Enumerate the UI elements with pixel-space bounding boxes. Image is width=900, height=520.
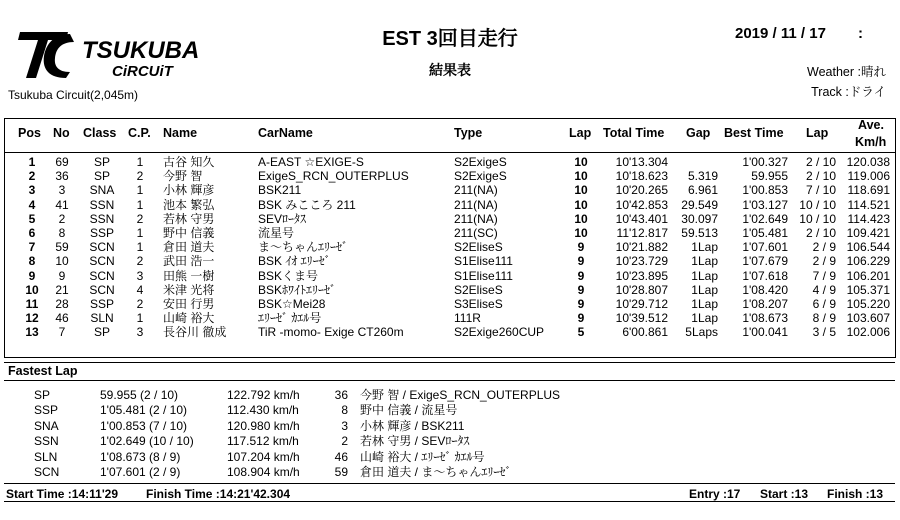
fastest-driver: 小林 輝彦 / BSK211 — [360, 418, 465, 433]
cell-class: SLN — [90, 311, 114, 326]
finish-count: Finish :13 — [827, 487, 884, 501]
cell-ave: 103.607 — [846, 311, 890, 326]
cell-best: 1'08.673 — [742, 311, 788, 326]
cell-type: S2ExigeS — [454, 169, 507, 184]
cell-name: 古谷 知久 — [163, 155, 215, 169]
cell-total: 10'42.853 — [615, 197, 668, 212]
cell-no: 46 — [55, 311, 69, 326]
table-row — [0, 283, 900, 297]
cell-cp: 3 — [136, 325, 144, 340]
cell-best: 1'00.041 — [742, 325, 788, 340]
col-ave: Ave. — [858, 118, 884, 132]
cell-blap: 7 / 9 — [812, 268, 836, 283]
col-best-lap: Lap — [806, 126, 829, 140]
cell-no: 10 — [55, 254, 69, 269]
cell-name: 長谷川 徹成 — [163, 325, 227, 340]
col-cp: C.P. — [128, 126, 151, 140]
cell-no: 8 — [58, 226, 66, 240]
track-info: Track :ドライ — [811, 85, 886, 99]
cell-class: SCN — [89, 240, 115, 255]
cell-car: BSK みこころ 211 — [258, 197, 356, 212]
cell-pos: 10 — [25, 282, 39, 297]
cell-class: SP — [93, 155, 110, 169]
event-date: 2019 / 11 / 17 — [735, 25, 826, 42]
time-colon: : — [858, 25, 863, 42]
cell-ave: 106.201 — [846, 268, 890, 283]
fastest-driver: 若林 守男 / SEVﾛｰﾀｽ — [360, 434, 470, 449]
table-row — [0, 269, 900, 283]
cell-gap: 1Lap — [691, 282, 718, 297]
cell-ave: 118.691 — [847, 183, 890, 198]
fastest-speed: 122.792 km/h — [227, 388, 300, 402]
fastest-driver: 野中 信義 / 流星号 — [360, 403, 458, 418]
table-row — [0, 198, 900, 212]
cell-car: ｴﾘｰｾﾞ ｶｴﾙ号 — [258, 311, 322, 326]
cell-total: 10'20.265 — [615, 183, 668, 198]
cell-gap: 1Lap — [691, 311, 718, 326]
cell-ave: 114.521 — [847, 197, 890, 212]
cell-total: 10'43.401 — [615, 211, 668, 226]
cell-cp: 2 — [136, 297, 144, 311]
cell-cp: 2 — [136, 211, 144, 226]
cell-ave: 105.220 — [846, 297, 890, 311]
cell-pos: 7 — [28, 240, 36, 255]
cell-name: 田熊 一樹 — [163, 268, 215, 283]
cell-ave: 114.423 — [847, 211, 890, 226]
cell-cp: 2 — [136, 254, 144, 269]
cell-name: 小林 輝彦 — [163, 183, 215, 198]
cell-car: A-EAST ☆EXIGE-S — [258, 155, 364, 169]
cell-lap: 9 — [577, 311, 585, 326]
fastest-lap-row — [0, 465, 900, 479]
cell-class: SCN — [89, 268, 115, 283]
cell-no: 21 — [55, 282, 69, 297]
cell-gap: 59.513 — [681, 226, 718, 240]
fastest-lap-row — [0, 403, 900, 417]
cell-lap: 10 — [574, 226, 588, 240]
fastest-lap-row — [0, 450, 900, 464]
cell-best: 1'07.618 — [742, 268, 788, 283]
fastest-lap-row — [0, 388, 900, 402]
footer-bottom-line — [4, 501, 895, 502]
cell-gap: 29.549 — [681, 197, 718, 212]
cell-pos: 6 — [28, 226, 36, 240]
cell-name: 池本 繁弘 — [163, 197, 215, 212]
fastest-driver: 今野 智 / ExigeS_RCN_OUTERPLUS — [360, 388, 561, 402]
cell-name: 安田 行男 — [163, 297, 215, 311]
table-row — [0, 311, 900, 325]
cell-car: BSK☆Mei28 — [258, 297, 326, 311]
cell-name: 武田 浩一 — [163, 254, 215, 269]
cell-best: 1'00.853 — [742, 183, 788, 198]
cell-no: 28 — [55, 297, 69, 311]
cell-blap: 7 / 10 — [805, 183, 836, 198]
cell-blap: 2 / 9 — [812, 254, 836, 269]
cell-class: SCN — [89, 282, 115, 297]
cell-ave: 105.371 — [846, 282, 890, 297]
cell-best: 1'03.127 — [742, 197, 788, 212]
table-row — [0, 297, 900, 311]
cell-no: 7 — [58, 325, 66, 340]
col-total-time: Total Time — [603, 126, 665, 140]
cell-gap: 30.097 — [681, 211, 718, 226]
col-lap: Lap — [569, 126, 592, 140]
cell-class: SSN — [89, 197, 115, 212]
cell-no: 3 — [58, 183, 66, 198]
fastest-class: SSN — [34, 434, 59, 449]
fastest-no: 59 — [334, 465, 348, 479]
cell-cp: 1 — [136, 240, 144, 255]
start-time: Start Time :14:11'29 — [6, 487, 119, 501]
cell-class: SSP — [89, 297, 114, 311]
weather-info: Weather :晴れ — [807, 65, 886, 79]
fastest-no: 2 — [341, 434, 348, 449]
fastest-time: 1'08.673 (8 / 9) — [100, 449, 181, 464]
cell-cp: 2 — [136, 169, 144, 184]
cell-total: 10'23.895 — [615, 268, 668, 283]
cell-class: SCN — [89, 254, 115, 269]
cell-total: 10'29.712 — [615, 297, 668, 311]
fastest-no: 36 — [334, 388, 348, 402]
fastest-speed: 107.204 km/h — [227, 449, 300, 464]
fastest-driver: 倉田 道夫 / ま～ちゃんｴﾘｰｾﾞ — [360, 465, 512, 479]
fastest-top-line — [4, 362, 895, 363]
cell-cp: 1 — [136, 226, 144, 240]
fastest-speed: 120.980 km/h — [227, 418, 300, 433]
cell-total: 10'18.623 — [615, 169, 668, 184]
cell-gap: 5Laps — [685, 325, 718, 340]
cell-name: 野中 信義 — [163, 226, 215, 240]
col-gap: Gap — [686, 126, 711, 140]
cell-type: S1Elise111 — [454, 268, 513, 283]
cell-best: 59.955 — [751, 169, 788, 184]
cell-blap: 2 / 10 — [805, 155, 836, 169]
cell-ave: 119.006 — [847, 169, 890, 184]
col-best-time: Best Time — [724, 126, 784, 140]
cell-lap: 9 — [577, 282, 585, 297]
cell-type: 211(NA) — [454, 211, 498, 226]
table-row — [0, 212, 900, 226]
circuit-info: Tsukuba Circuit(2,045m) — [8, 88, 139, 102]
fastest-class: SCN — [34, 465, 60, 479]
cell-pos: 8 — [28, 254, 36, 269]
cell-blap: 8 / 9 — [812, 311, 836, 326]
cell-pos: 2 — [28, 169, 36, 184]
cell-type: S2EliseS — [454, 240, 503, 255]
cell-name: 米津 光将 — [163, 282, 215, 297]
cell-ave: 106.229 — [846, 254, 890, 269]
cell-lap: 10 — [574, 155, 588, 169]
cell-name: 山崎 裕大 — [163, 311, 215, 326]
cell-blap: 10 / 10 — [799, 197, 836, 212]
fastest-lap-row — [0, 419, 900, 433]
cell-best: 1'07.679 — [742, 254, 788, 269]
cell-cp: 1 — [136, 311, 144, 326]
col-no: No — [53, 126, 70, 140]
cell-best: 1'08.207 — [742, 297, 788, 311]
cell-pos: 11 — [25, 297, 39, 311]
footer-top-line — [4, 483, 895, 484]
cell-gap: 1Lap — [691, 240, 718, 255]
cell-total: 10'28.807 — [615, 282, 668, 297]
cell-cp: 1 — [136, 155, 144, 169]
cell-type: S1Elise111 — [454, 254, 513, 269]
page-subtitle: 結果表 — [429, 62, 471, 78]
cell-name: 今野 智 — [163, 169, 203, 184]
cell-car: BSK211 — [258, 183, 302, 198]
cell-blap: 2 / 9 — [812, 240, 836, 255]
cell-type: S2EliseS — [454, 282, 503, 297]
cell-lap: 9 — [577, 268, 585, 283]
cell-blap: 2 / 10 — [805, 169, 836, 184]
cell-pos: 5 — [28, 211, 36, 226]
cell-no: 69 — [55, 155, 69, 169]
table-row — [0, 254, 900, 268]
cell-type: 211(NA) — [454, 197, 498, 212]
cell-best: 1'08.420 — [742, 282, 788, 297]
table-row — [0, 325, 900, 339]
cell-name: 倉田 道夫 — [163, 240, 215, 255]
cell-blap: 4 / 9 — [812, 282, 836, 297]
logo-text-circuit: CiRCUiT — [112, 63, 173, 80]
cell-car: BSKﾎﾜｲﾄｴﾘｰｾﾞ — [258, 282, 337, 297]
cell-car: TiR -momo- Exige CT260m — [258, 325, 404, 340]
cell-blap: 6 / 9 — [812, 297, 836, 311]
cell-total: 10'13.304 — [615, 155, 668, 169]
cell-class: SP — [93, 325, 110, 340]
finish-time: Finish Time :14:21'42.304 — [146, 487, 291, 501]
cell-cp: 4 — [136, 282, 144, 297]
cell-total: 10'23.729 — [615, 254, 668, 269]
cell-lap: 9 — [577, 240, 585, 255]
cell-gap: 1Lap — [691, 254, 718, 269]
cell-blap: 3 / 5 — [812, 325, 836, 340]
fastest-time: 1'02.649 (10 / 10) — [100, 434, 194, 449]
cell-ave: 106.544 — [846, 240, 890, 255]
cell-ave: 120.038 — [846, 155, 890, 169]
cell-best: 1'00.327 — [742, 155, 788, 169]
cell-lap: 9 — [577, 254, 585, 269]
header-divider — [4, 152, 895, 153]
cell-class: SSN — [89, 211, 115, 226]
cell-pos: 3 — [28, 183, 36, 198]
logo-text-tsukuba: TSUKUBA — [82, 37, 200, 64]
table-row — [0, 169, 900, 183]
cell-type: S2Exige260CUP — [454, 325, 545, 340]
col-ave-unit: Km/h — [855, 135, 887, 149]
cell-no: 41 — [55, 197, 69, 212]
cell-car: ExigeS_RCN_OUTERPLUS — [258, 169, 409, 184]
fastest-no: 46 — [334, 449, 348, 464]
cell-total: 11'12.817 — [616, 226, 668, 240]
cell-car: SEVﾛｰﾀｽ — [258, 211, 307, 226]
cell-total: 10'39.512 — [615, 311, 668, 326]
cell-car: BSKくま号 — [258, 268, 319, 283]
page-title: EST 3回目走行 — [382, 28, 518, 50]
col-class: Class — [83, 126, 117, 140]
cell-pos: 1 — [28, 155, 36, 169]
cell-total: 6'00.861 — [622, 325, 668, 340]
cell-cp: 1 — [136, 197, 144, 212]
cell-blap: 2 / 10 — [805, 226, 836, 240]
fastest-no: 8 — [341, 403, 348, 418]
fastest-title-line — [4, 380, 895, 381]
table-row — [0, 155, 900, 169]
cell-lap: 10 — [574, 169, 588, 184]
fastest-time: 59.955 (2 / 10) — [100, 388, 179, 402]
cell-lap: 10 — [574, 183, 588, 198]
start-count: Start :13 — [760, 487, 809, 501]
cell-name: 若林 守男 — [163, 211, 215, 226]
col-pos: Pos — [18, 126, 41, 140]
cell-pos: 4 — [28, 197, 36, 212]
cell-cp: 3 — [136, 268, 144, 283]
cell-blap: 10 / 10 — [799, 211, 836, 226]
cell-car: 流星号 — [258, 226, 295, 240]
cell-gap: 5.319 — [687, 169, 718, 184]
fastest-speed: 112.430 km/h — [227, 403, 299, 418]
cell-lap: 5 — [577, 325, 585, 340]
cell-best: 1'02.649 — [742, 211, 788, 226]
cell-lap: 10 — [574, 197, 588, 212]
cell-cp: 1 — [136, 183, 144, 198]
cell-class: SSP — [89, 226, 114, 240]
fastest-speed: 108.904 km/h — [227, 465, 300, 479]
col-name: Name — [163, 126, 198, 140]
fastest-lap-title: Fastest Lap — [8, 364, 78, 378]
cell-lap: 10 — [574, 211, 588, 226]
fastest-no: 3 — [341, 418, 348, 433]
cell-type: S3EliseS — [454, 297, 503, 311]
cell-pos: 13 — [25, 325, 39, 340]
cell-class: SP — [93, 169, 110, 184]
fastest-driver: 山崎 裕大 / ｴﾘｰｾﾞ ｶｴﾙ号 — [360, 449, 485, 464]
cell-gap: 1Lap — [691, 297, 718, 311]
cell-type: 211(NA) — [454, 183, 498, 198]
cell-total: 10'21.882 — [615, 240, 668, 255]
fastest-class: SSP — [34, 403, 59, 418]
fastest-time: 1'00.853 (7 / 10) — [100, 418, 188, 433]
cell-ave: 109.421 — [846, 226, 890, 240]
cell-type: 111R — [454, 311, 481, 326]
cell-type: 211(SC) — [454, 226, 498, 240]
cell-class: SNA — [89, 183, 115, 198]
fastest-class: SNA — [34, 418, 59, 433]
col-carname: CarName — [258, 126, 313, 140]
fastest-class: SP — [34, 388, 51, 402]
fastest-time: 1'05.481 (2 / 10) — [100, 403, 188, 418]
fastest-lap-row — [0, 434, 900, 448]
cell-gap: 1Lap — [691, 268, 718, 283]
cell-pos: 9 — [28, 268, 36, 283]
cell-no: 2 — [58, 211, 66, 226]
cell-ave: 102.006 — [846, 325, 890, 340]
entry-count: Entry :17 — [689, 487, 741, 501]
cell-pos: 12 — [25, 311, 39, 326]
col-type: Type — [454, 126, 483, 140]
cell-lap: 9 — [577, 297, 585, 311]
cell-gap: 6.961 — [687, 183, 718, 198]
fastest-speed: 117.512 km/h — [227, 434, 299, 449]
table-row — [0, 226, 900, 240]
cell-no: 9 — [58, 268, 66, 283]
cell-car: ま～ちゃんｴﾘｰｾﾞ — [258, 240, 349, 255]
fastest-time: 1'07.601 (2 / 9) — [100, 465, 181, 479]
table-row — [0, 183, 900, 197]
cell-best: 1'05.481 — [742, 226, 788, 240]
fastest-class: SLN — [34, 449, 58, 464]
cell-no: 36 — [55, 169, 69, 184]
cell-best: 1'07.601 — [742, 240, 788, 255]
cell-type: S2ExigeS — [454, 155, 507, 169]
cell-no: 59 — [55, 240, 69, 255]
cell-car: BSK ｲｵ ｴﾘｰｾﾞ — [258, 254, 331, 269]
table-row — [0, 240, 900, 254]
